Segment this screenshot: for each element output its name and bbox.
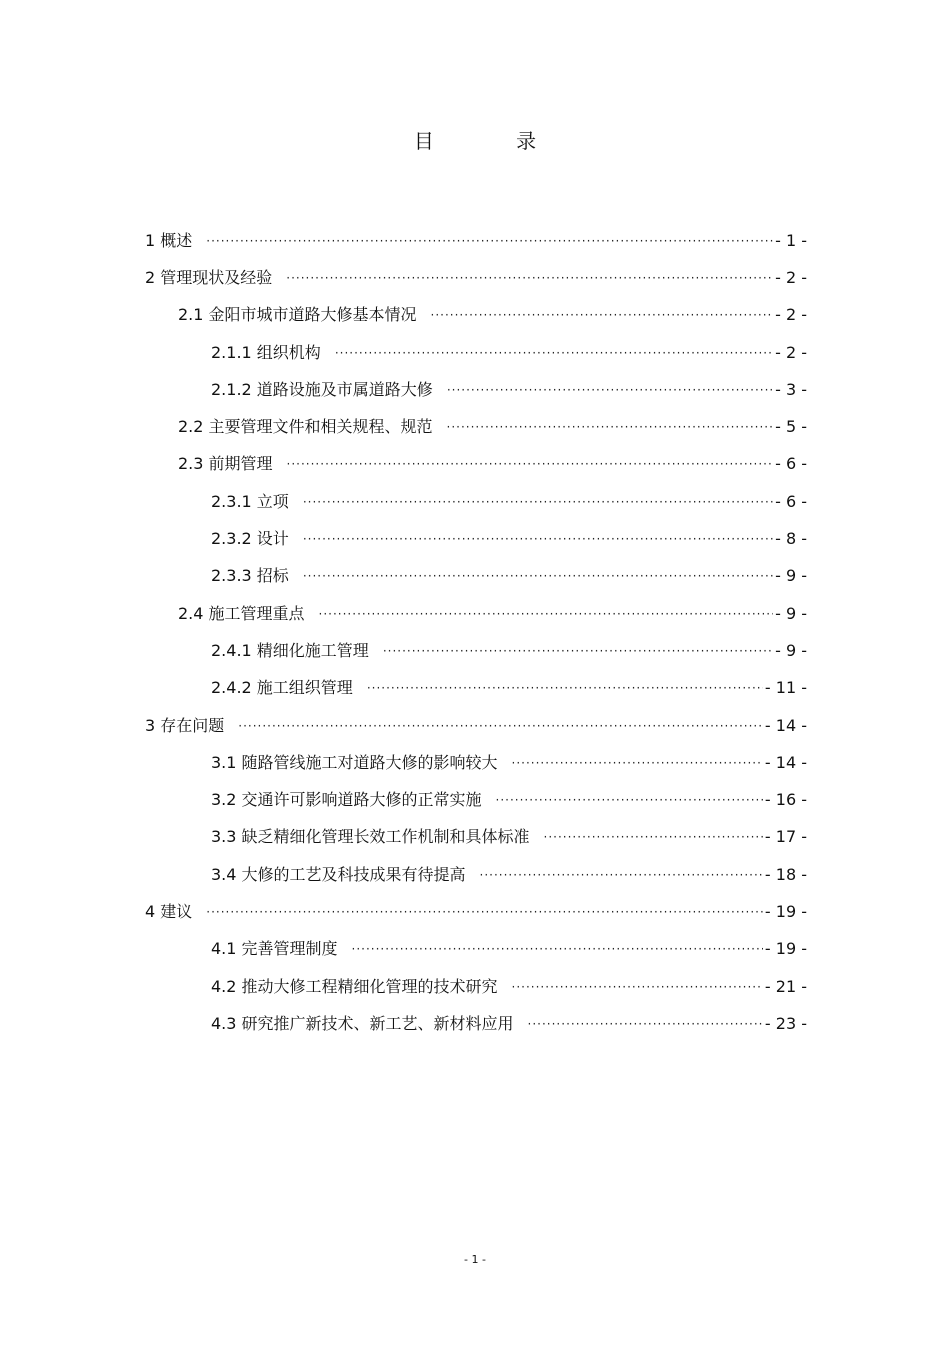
toc-entry-title: 3.4 大修的工艺及科技成果有待提高 [211,864,466,884]
toc-entry-page: - 17 - [763,819,807,856]
toc-entry-page: - 11 - [763,670,807,707]
toc-entry-title: 3.3 缺乏精细化管理长效工作机制和具体标准 [211,827,530,847]
toc-entry-page: - 14 - [763,707,807,744]
toc-entry-title: 2.4.2 施工组织管理 [211,678,353,698]
toc-entry-page: - 6 - [773,483,807,520]
toc-entry-title: 4.1 完善管理制度 [211,939,338,959]
toc-entry-page: - 19 - [763,893,807,930]
toc-entry[interactable] [0,1005,950,1042]
dot-leader [480,865,807,885]
toc-entry[interactable] [0,408,950,445]
dot-leader [303,492,807,512]
toc-entry[interactable] [0,558,950,595]
toc-entry[interactable] [0,297,950,334]
toc-entry[interactable] [0,893,950,930]
toc-entry-page: - 9 - [773,595,807,632]
dot-leader [238,716,807,736]
dot-leader [287,454,807,474]
toc-entry-page: - 8 - [773,520,807,557]
toc-entry[interactable] [0,259,950,296]
dot-leader [206,231,807,251]
toc-entry[interactable] [0,819,950,856]
dot-leader [447,380,807,400]
toc-entry[interactable] [0,781,950,818]
dot-leader [447,417,807,437]
toc-entry-title: 2.3.2 设计 [211,529,289,549]
toc-entry-page: - 6 - [773,446,807,483]
toc-entry[interactable] [0,632,950,669]
toc-entry[interactable] [0,520,950,557]
toc-entry[interactable] [0,968,950,1005]
dot-leader [335,343,807,363]
toc-entry-title: 2.3.3 招标 [211,566,289,586]
dot-leader [367,678,807,698]
dot-leader [319,604,807,624]
toc-entry[interactable] [0,222,950,259]
toc-entry-page: - 9 - [773,632,807,669]
toc-entry-title: 4.3 研究推广新技术、新工艺、新材料应用 [211,1013,514,1033]
toc-entry-page: - 23 - [763,1005,807,1042]
toc-entry-title: 2.3 前期管理 [178,454,273,474]
toc-entry[interactable] [0,595,950,632]
toc-entry[interactable] [0,446,950,483]
toc-entry-title: 3 存在问题 [145,715,225,735]
toc-entry-page: - 16 - [763,781,807,818]
toc-entry-page: - 18 - [763,856,807,893]
toc-entry-title: 3.2 交通许可影响道路大修的正常实施 [211,790,482,810]
toc-entry[interactable] [0,670,950,707]
toc-entry[interactable] [0,744,950,781]
toc-entry-title: 2.2 主要管理文件和相关规程、规范 [178,417,433,437]
toc-entry-page: - 2 - [773,259,807,296]
toc-entry-title: 2.1 金阳市城市道路大修基本情况 [178,305,417,325]
toc-entry[interactable] [0,931,950,968]
dot-leader [303,566,807,586]
toc-entry[interactable] [0,483,950,520]
toc-entry-title: 2.4 施工管理重点 [178,603,305,623]
page-number: - 1 - [464,1253,486,1266]
toc-entry-title: 1 概述 [145,230,193,250]
toc-entry[interactable] [0,856,950,893]
page-title: 目 录 [413,129,575,153]
dot-leader [352,939,807,959]
toc-entry-page: - 14 - [763,744,807,781]
toc-entry[interactable] [0,334,950,371]
toc-entry-page: - 21 - [763,968,807,1005]
dot-leader [383,641,807,661]
dot-leader [431,305,807,325]
toc-entry-title: 3.1 随路管线施工对道路大修的影响较大 [211,752,498,772]
dot-leader [496,790,807,810]
toc-entry[interactable] [0,707,950,744]
table-of-contents [0,222,950,1043]
toc-entry-page: - 2 - [773,297,807,334]
dot-leader [286,268,807,288]
toc-entry-page: - 9 - [773,558,807,595]
toc-entry-title: 2.3.1 立项 [211,491,289,511]
toc-entry-page: - 3 - [773,371,807,408]
toc-entry-title: 4.2 推动大修工程精细化管理的技术研究 [211,976,498,996]
toc-entry-title: 2.1.2 道路设施及市属道路大修 [211,379,433,399]
dot-leader [303,529,807,549]
toc-entry-page: - 5 - [773,408,807,445]
toc-entry-page: - 2 - [773,334,807,371]
toc-entry-title: 2.1.1 组织机构 [211,342,321,362]
toc-entry-title: 2.4.1 精细化施工管理 [211,640,369,660]
toc-entry[interactable] [0,371,950,408]
toc-entry-page: - 19 - [763,931,807,968]
toc-entry-title: 4 建议 [145,901,193,921]
toc-entry-page: - 1 - [773,222,807,259]
dot-leader [206,902,807,922]
toc-entry-title: 2 管理现状及经验 [145,267,273,287]
